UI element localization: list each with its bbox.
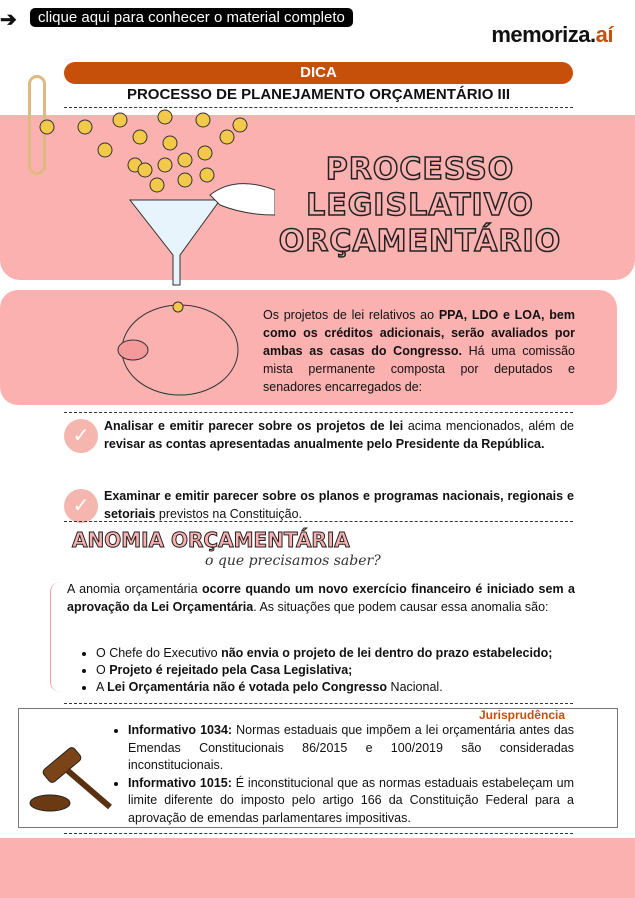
anomia-text <box>67 580 575 616</box>
intro-text <box>263 306 575 396</box>
bullet-text: O <box>96 663 110 677</box>
bullet-bold: Projeto é rejeitado pela Casa Legislativa; <box>109 663 353 677</box>
anomia-list <box>82 645 552 696</box>
intro-text-2: Há uma comissão mista permanente composta por deputados e senadores encarregados de: <box>263 344 575 394</box>
item-text: previstos na Constituição. <box>155 507 303 521</box>
anomia-bold: ocorre quando um novo exercício financeiro é iniciado sem a aprovação da Lei Orçamentária <box>67 582 575 614</box>
anomia-text-1: A anomia orçamentária <box>67 582 203 596</box>
bullet-text: A <box>96 680 108 694</box>
info-label: Informativo 1034: <box>128 723 233 737</box>
material-link[interactable]: clique aqui para conhecer o material completo <box>30 8 353 27</box>
jurisprudence-title: Jurisprudência <box>478 708 565 722</box>
logo <box>491 22 613 48</box>
intro-text-1: Os projetos de lei relativos ao <box>263 308 439 322</box>
gavel-icon <box>22 745 117 815</box>
bullet-text-end: Nacional. <box>387 680 443 694</box>
check-icon: ✓ <box>64 489 98 523</box>
bullet-bold: não envia o projeto de lei dentro do prazo estabelecido; <box>221 646 553 660</box>
section-subtitle: o que precisamos saber? <box>205 553 381 569</box>
info-label: Informativo 1015: <box>128 775 232 790</box>
list-item <box>128 775 574 828</box>
bullet-bold: Lei Orçamentária não é votada pelo Congresso <box>107 680 388 694</box>
item-bold: Examinar e emitir parecer sobre os planos e programas nacionais, regionais e setoriais <box>104 489 574 521</box>
footer-band <box>0 838 635 898</box>
intro-bold: PPA, LDO e LOA, bem como os créditos adicionais, serão avaliados por ambas as casas do Congresso. <box>263 308 575 358</box>
logo-main: memoriza. <box>491 22 596 47</box>
piggy-bank-icon <box>100 295 245 405</box>
section-title: ANOMIA ORÇAMENTÁRIA <box>72 528 350 552</box>
page-title: PROCESSO DE PLANEJAMENTO ORÇAMENTÁRIO III <box>126 86 511 103</box>
list-item <box>96 662 552 679</box>
item-bold: Analisar e emitir parecer sobre os projetos de lei <box>104 419 404 433</box>
arrow-right-icon: ➔ <box>0 9 17 31</box>
bracket-decoration <box>50 582 60 692</box>
list-item <box>96 645 552 662</box>
item-text: acima mencionados, além de <box>403 419 574 433</box>
divider <box>64 521 573 522</box>
anomia-text-2: . As situações que podem causar essa anomalia são: <box>253 600 549 614</box>
banner-title: PROCESSO LEGISLATIVO ORÇAMENTÁRIO <box>278 152 562 259</box>
list-item <box>64 417 574 453</box>
tip-tag: DICA <box>64 62 573 84</box>
coins-funnel-illustration <box>35 105 275 305</box>
divider <box>64 412 573 413</box>
check-icon: ✓ <box>64 419 98 453</box>
bullet-text: O Chefe do Executivo <box>96 646 222 660</box>
logo-accent: aí <box>595 22 613 47</box>
divider <box>64 833 573 834</box>
list-item <box>128 722 574 775</box>
jurisprudence-list <box>112 722 574 827</box>
list-item <box>96 679 552 696</box>
list-item <box>64 487 574 523</box>
divider <box>64 703 573 704</box>
info-text: É inconstitucional que as normas estaduais estabeleçam um limite diferente do imposto pelo artigo 166 da Constituição Federal para a aprovação de emendas parlamentares impositivas. <box>128 775 574 825</box>
info-text: Normas estaduais que impõem a lei orçamentária antes das Emendas Constitucionais 86/2015 e 100/2019 são consideradas inconstitucionais. <box>128 723 574 772</box>
item-bold-2: revisar as contas apresentadas anualmente pelo Presidente da República. <box>104 437 545 451</box>
